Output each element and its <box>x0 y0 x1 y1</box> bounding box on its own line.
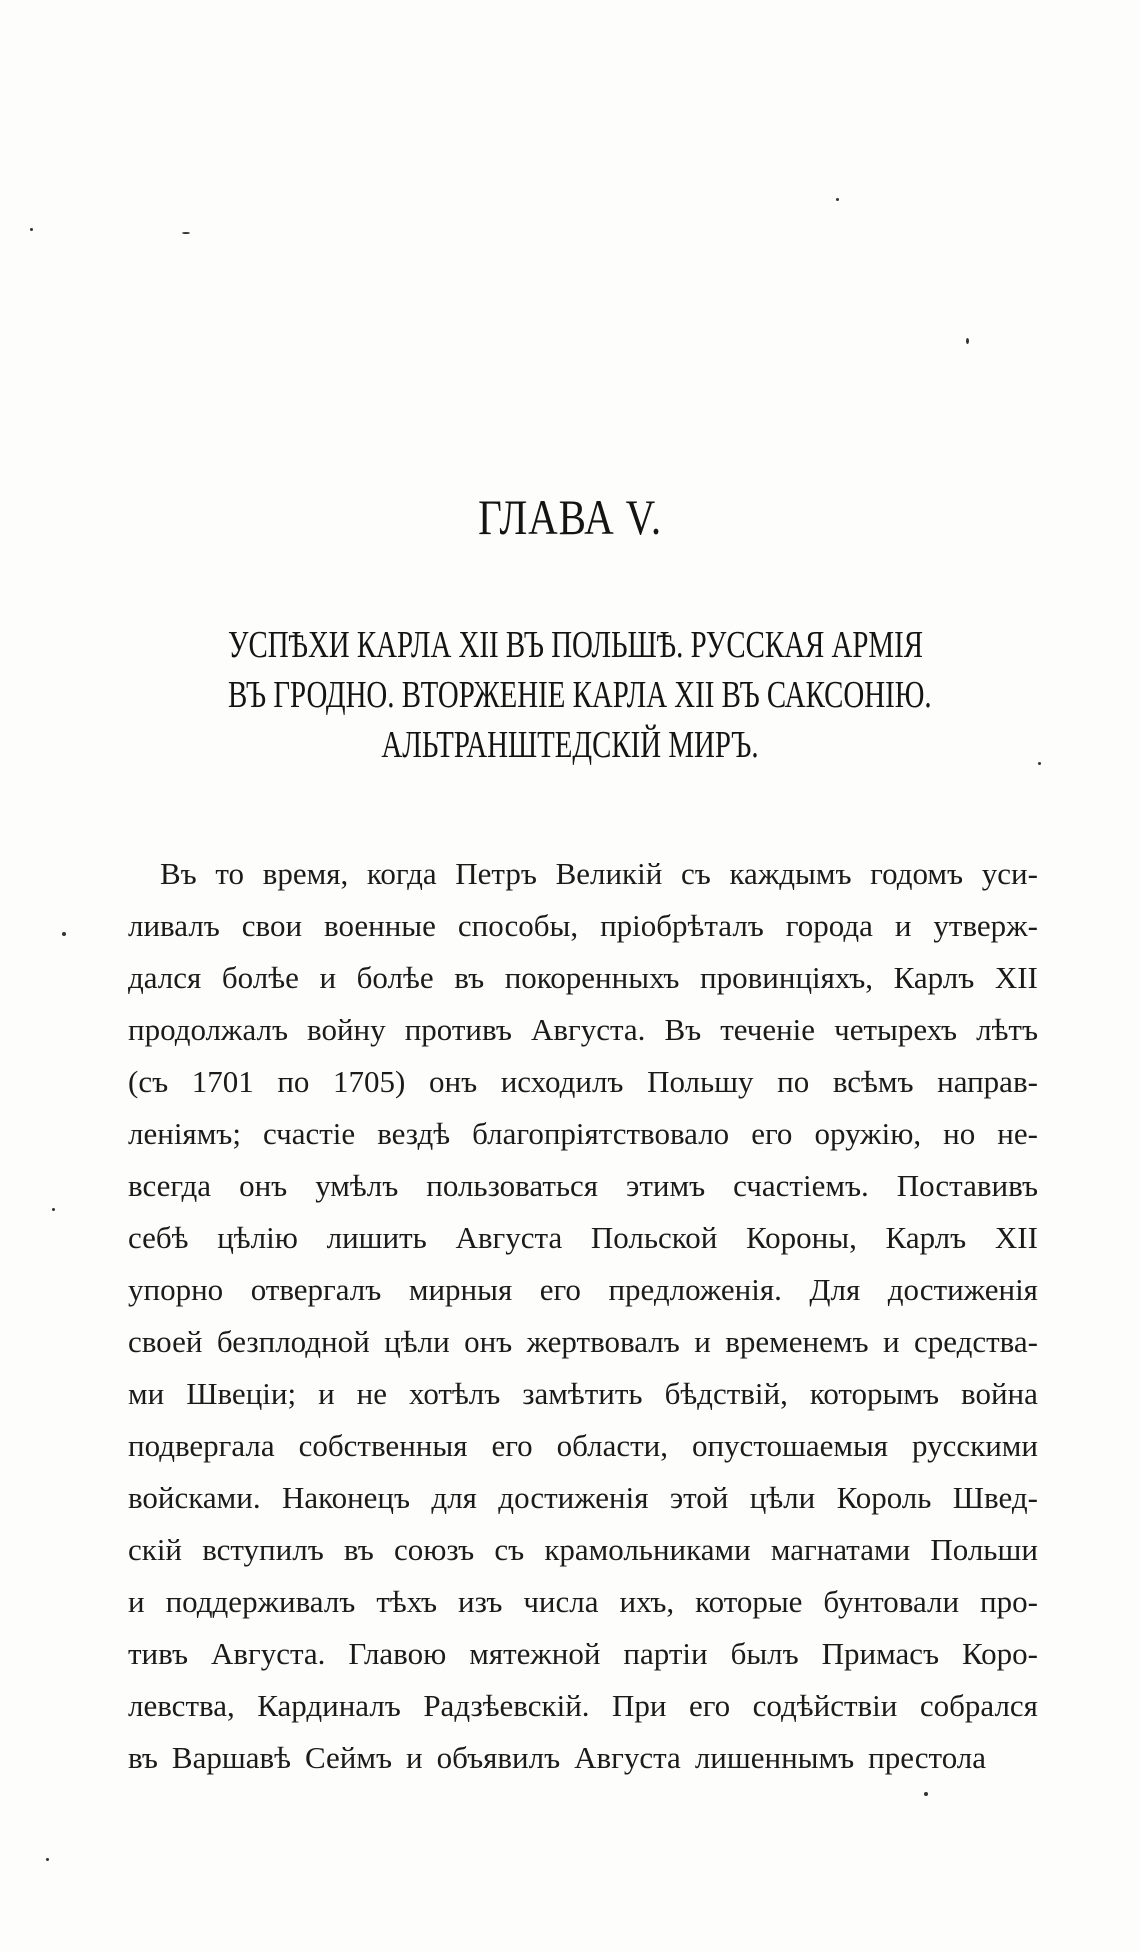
word: собрался <box>919 1688 1038 1723</box>
word: Въ <box>160 856 197 891</box>
body-line <box>128 1212 1038 1264</box>
word: въ <box>128 1740 158 1775</box>
word: но <box>943 1116 976 1151</box>
word: его <box>688 1688 731 1723</box>
word: всѣмъ <box>832 1064 914 1099</box>
word: XII <box>994 960 1038 995</box>
body-line <box>128 1316 1038 1368</box>
word: цѣли <box>749 1480 816 1515</box>
word: Августа <box>574 1740 681 1775</box>
body-line <box>128 1368 1038 1420</box>
word: изъ <box>458 1584 503 1619</box>
word: себѣ <box>128 1220 189 1255</box>
body-text <box>128 848 1038 1784</box>
word: про- <box>980 1584 1038 1619</box>
body-line <box>128 952 1038 1004</box>
word: Польшу <box>647 1064 754 1099</box>
word: не <box>356 1376 388 1411</box>
body-line <box>128 1056 1038 1108</box>
body-line <box>128 1160 1038 1212</box>
word: пріобрѣталъ <box>600 908 764 943</box>
word: исходилъ <box>500 1064 624 1099</box>
word: болѣе <box>356 960 434 995</box>
word: достиженія <box>498 1480 649 1515</box>
word: покоренныхъ <box>504 960 680 995</box>
word: собственныя <box>298 1428 468 1463</box>
word: средства- <box>913 1324 1038 1359</box>
word: которымъ <box>809 1376 940 1411</box>
word: Швеціи; <box>186 1376 297 1411</box>
word: каждымъ <box>729 856 852 891</box>
word: лѣтъ <box>976 1012 1038 1047</box>
word: временемъ <box>725 1324 869 1359</box>
word: ихъ, <box>619 1584 675 1619</box>
body-line <box>128 1264 1038 1316</box>
word: цѣли <box>384 1324 450 1359</box>
word: цѣлію <box>217 1220 298 1255</box>
word: Коро- <box>961 1636 1038 1671</box>
scan-speck <box>182 232 190 234</box>
word: (съ <box>128 1064 169 1099</box>
word: онъ <box>428 1064 478 1099</box>
word: война <box>961 1376 1038 1411</box>
chapter-subtitle <box>120 620 1020 770</box>
word: умѣлъ <box>315 1168 399 1203</box>
word: Августа <box>455 1220 563 1255</box>
word: по <box>777 1064 810 1099</box>
word: скій <box>128 1532 183 1567</box>
word: упорно <box>128 1272 224 1307</box>
word: достиженія <box>887 1272 1038 1307</box>
word: Польши <box>930 1532 1038 1567</box>
word: этой <box>669 1480 729 1515</box>
word: Варшавѣ <box>171 1740 291 1775</box>
word: для <box>431 1480 477 1515</box>
scan-speck <box>46 1858 49 1861</box>
word: уси- <box>981 856 1038 891</box>
subtitle-line: ВЪ ГРОДНО. ВТОРЖЕНІЕ КАРЛА XII ВЪ САКСОНІЮ. <box>228 674 932 716</box>
body-line <box>128 1524 1038 1576</box>
word: Въ <box>664 1012 702 1047</box>
word: мятежной <box>469 1636 601 1671</box>
word: опустошаемыя <box>691 1428 889 1463</box>
word: его <box>539 1272 581 1307</box>
word: Кардиналъ <box>257 1688 401 1723</box>
word: Августа. <box>210 1636 326 1671</box>
word: объявилъ <box>436 1740 561 1775</box>
word: провинціяхъ, <box>700 960 873 995</box>
body-line <box>128 1004 1038 1056</box>
word: Великій <box>555 856 663 891</box>
word: отвергалъ <box>250 1272 382 1307</box>
word: и <box>318 1376 335 1411</box>
word: леніямъ; <box>128 1116 241 1151</box>
word: жертвовалъ <box>526 1324 680 1359</box>
word: Польской <box>590 1220 718 1255</box>
body-line <box>128 1628 1038 1680</box>
word: Для <box>809 1272 861 1307</box>
word: и <box>894 908 912 943</box>
body-line <box>128 1732 1038 1784</box>
word: партіи <box>623 1636 708 1671</box>
word: утверж- <box>933 908 1038 943</box>
word: безплодной <box>216 1324 370 1359</box>
word: Король <box>836 1480 932 1515</box>
word: онъ <box>239 1168 288 1203</box>
word: этимъ <box>626 1168 706 1203</box>
word: Швед- <box>952 1480 1038 1515</box>
body-line <box>128 848 1038 900</box>
word: съ <box>681 856 711 891</box>
word: тѣхъ <box>376 1584 438 1619</box>
word: когда <box>366 856 437 891</box>
word: магнатами <box>770 1532 911 1567</box>
word: Радзѣевскій. <box>423 1688 590 1723</box>
word: мирныя <box>408 1272 513 1307</box>
word: и <box>128 1584 145 1619</box>
body-line <box>128 1576 1038 1628</box>
word: съ <box>494 1532 525 1567</box>
word: Сеймъ <box>304 1740 393 1775</box>
word: Наконецъ <box>281 1480 411 1515</box>
body-line <box>128 900 1038 952</box>
word: былъ <box>730 1636 799 1671</box>
word: Примасъ <box>821 1636 940 1671</box>
word: бѣдствій, <box>664 1376 788 1411</box>
word: тивъ <box>128 1636 189 1671</box>
word: не- <box>997 1116 1038 1151</box>
word: города <box>785 908 873 943</box>
word: поддерживалъ <box>165 1584 356 1619</box>
word: Карлъ <box>893 960 975 995</box>
word: лишеннымъ <box>694 1740 855 1775</box>
word: крамольниками <box>544 1532 751 1567</box>
word: Августа. <box>530 1012 646 1047</box>
word: и <box>694 1324 711 1359</box>
word: годомъ <box>870 856 964 891</box>
word: Петръ <box>455 856 537 891</box>
word: онъ <box>464 1324 513 1359</box>
word: Поставивъ <box>896 1168 1038 1203</box>
scan-speck <box>52 1208 55 1211</box>
word: Короны, <box>746 1220 857 1255</box>
word: которые <box>695 1584 803 1619</box>
word: войсками. <box>128 1480 261 1515</box>
scan-speck <box>924 1792 928 1796</box>
word: хотѣлъ <box>409 1376 501 1411</box>
word: вступилъ <box>202 1532 324 1567</box>
word: подвергала <box>128 1428 275 1463</box>
word: свои <box>241 908 303 943</box>
word: счастіемъ. <box>733 1168 869 1203</box>
word: теченіе <box>720 1012 816 1047</box>
word: то <box>215 856 245 891</box>
word: При <box>612 1688 667 1723</box>
word: противъ <box>404 1012 512 1047</box>
word: содѣйствіи <box>752 1688 898 1723</box>
word: предложенія. <box>608 1272 782 1307</box>
word: числа <box>523 1584 599 1619</box>
word: союзъ <box>394 1532 475 1567</box>
word: войну <box>307 1012 386 1047</box>
word: 1705) <box>333 1064 406 1099</box>
word: военные <box>324 908 436 943</box>
word: въ <box>343 1532 374 1567</box>
word: престола <box>868 1740 987 1775</box>
word: всегда <box>128 1168 212 1203</box>
word: Главою <box>348 1636 447 1671</box>
body-line <box>128 1420 1038 1472</box>
word: оружію, <box>814 1116 922 1151</box>
word: XII <box>994 1220 1038 1255</box>
word: ливалъ <box>128 908 220 943</box>
scan-speck <box>62 932 66 936</box>
word: своей <box>128 1324 203 1359</box>
word: въ <box>454 960 485 995</box>
word: лишить <box>326 1220 427 1255</box>
word: его <box>491 1428 533 1463</box>
scan-speck <box>836 198 839 201</box>
scan-speck <box>966 338 969 344</box>
word: бунтовали <box>823 1584 960 1619</box>
word: Карлъ <box>885 1220 967 1255</box>
word: по <box>277 1064 310 1099</box>
word: время, <box>262 856 349 891</box>
word: вездѣ <box>377 1116 451 1151</box>
word: и <box>882 1324 900 1359</box>
body-line <box>128 1680 1038 1732</box>
body-line <box>128 1108 1038 1160</box>
word: четырехъ <box>834 1012 958 1047</box>
word: продолжалъ <box>128 1012 288 1047</box>
word: его <box>751 1116 793 1151</box>
subtitle-line: АЛЬТРАНШТЕДСКІЙ МИРЪ. <box>381 724 759 766</box>
word: ми <box>128 1376 165 1411</box>
word: способы, <box>457 908 579 943</box>
chapter-title: ГЛАВА V. <box>478 489 662 545</box>
word: и <box>319 960 337 995</box>
word: левства, <box>128 1688 235 1723</box>
word: замѣтить <box>522 1376 643 1411</box>
word: дался <box>128 960 202 995</box>
scan-speck <box>30 228 33 231</box>
subtitle-line: УСПѢХИ КАРЛА XII ВЪ ПОЛЬШѢ. РУССКАЯ АРМІЯ <box>228 624 923 666</box>
word: благопріятствовало <box>472 1116 730 1151</box>
word: направ- <box>937 1064 1038 1099</box>
word: болѣе <box>221 960 299 995</box>
scan-speck <box>1038 762 1041 765</box>
word: русскими <box>912 1428 1038 1463</box>
word: 1701 <box>191 1064 254 1099</box>
word: счастіе <box>263 1116 356 1151</box>
word: пользоваться <box>426 1168 599 1203</box>
word: и <box>406 1740 423 1775</box>
word: области, <box>556 1428 668 1463</box>
body-line <box>128 1472 1038 1524</box>
